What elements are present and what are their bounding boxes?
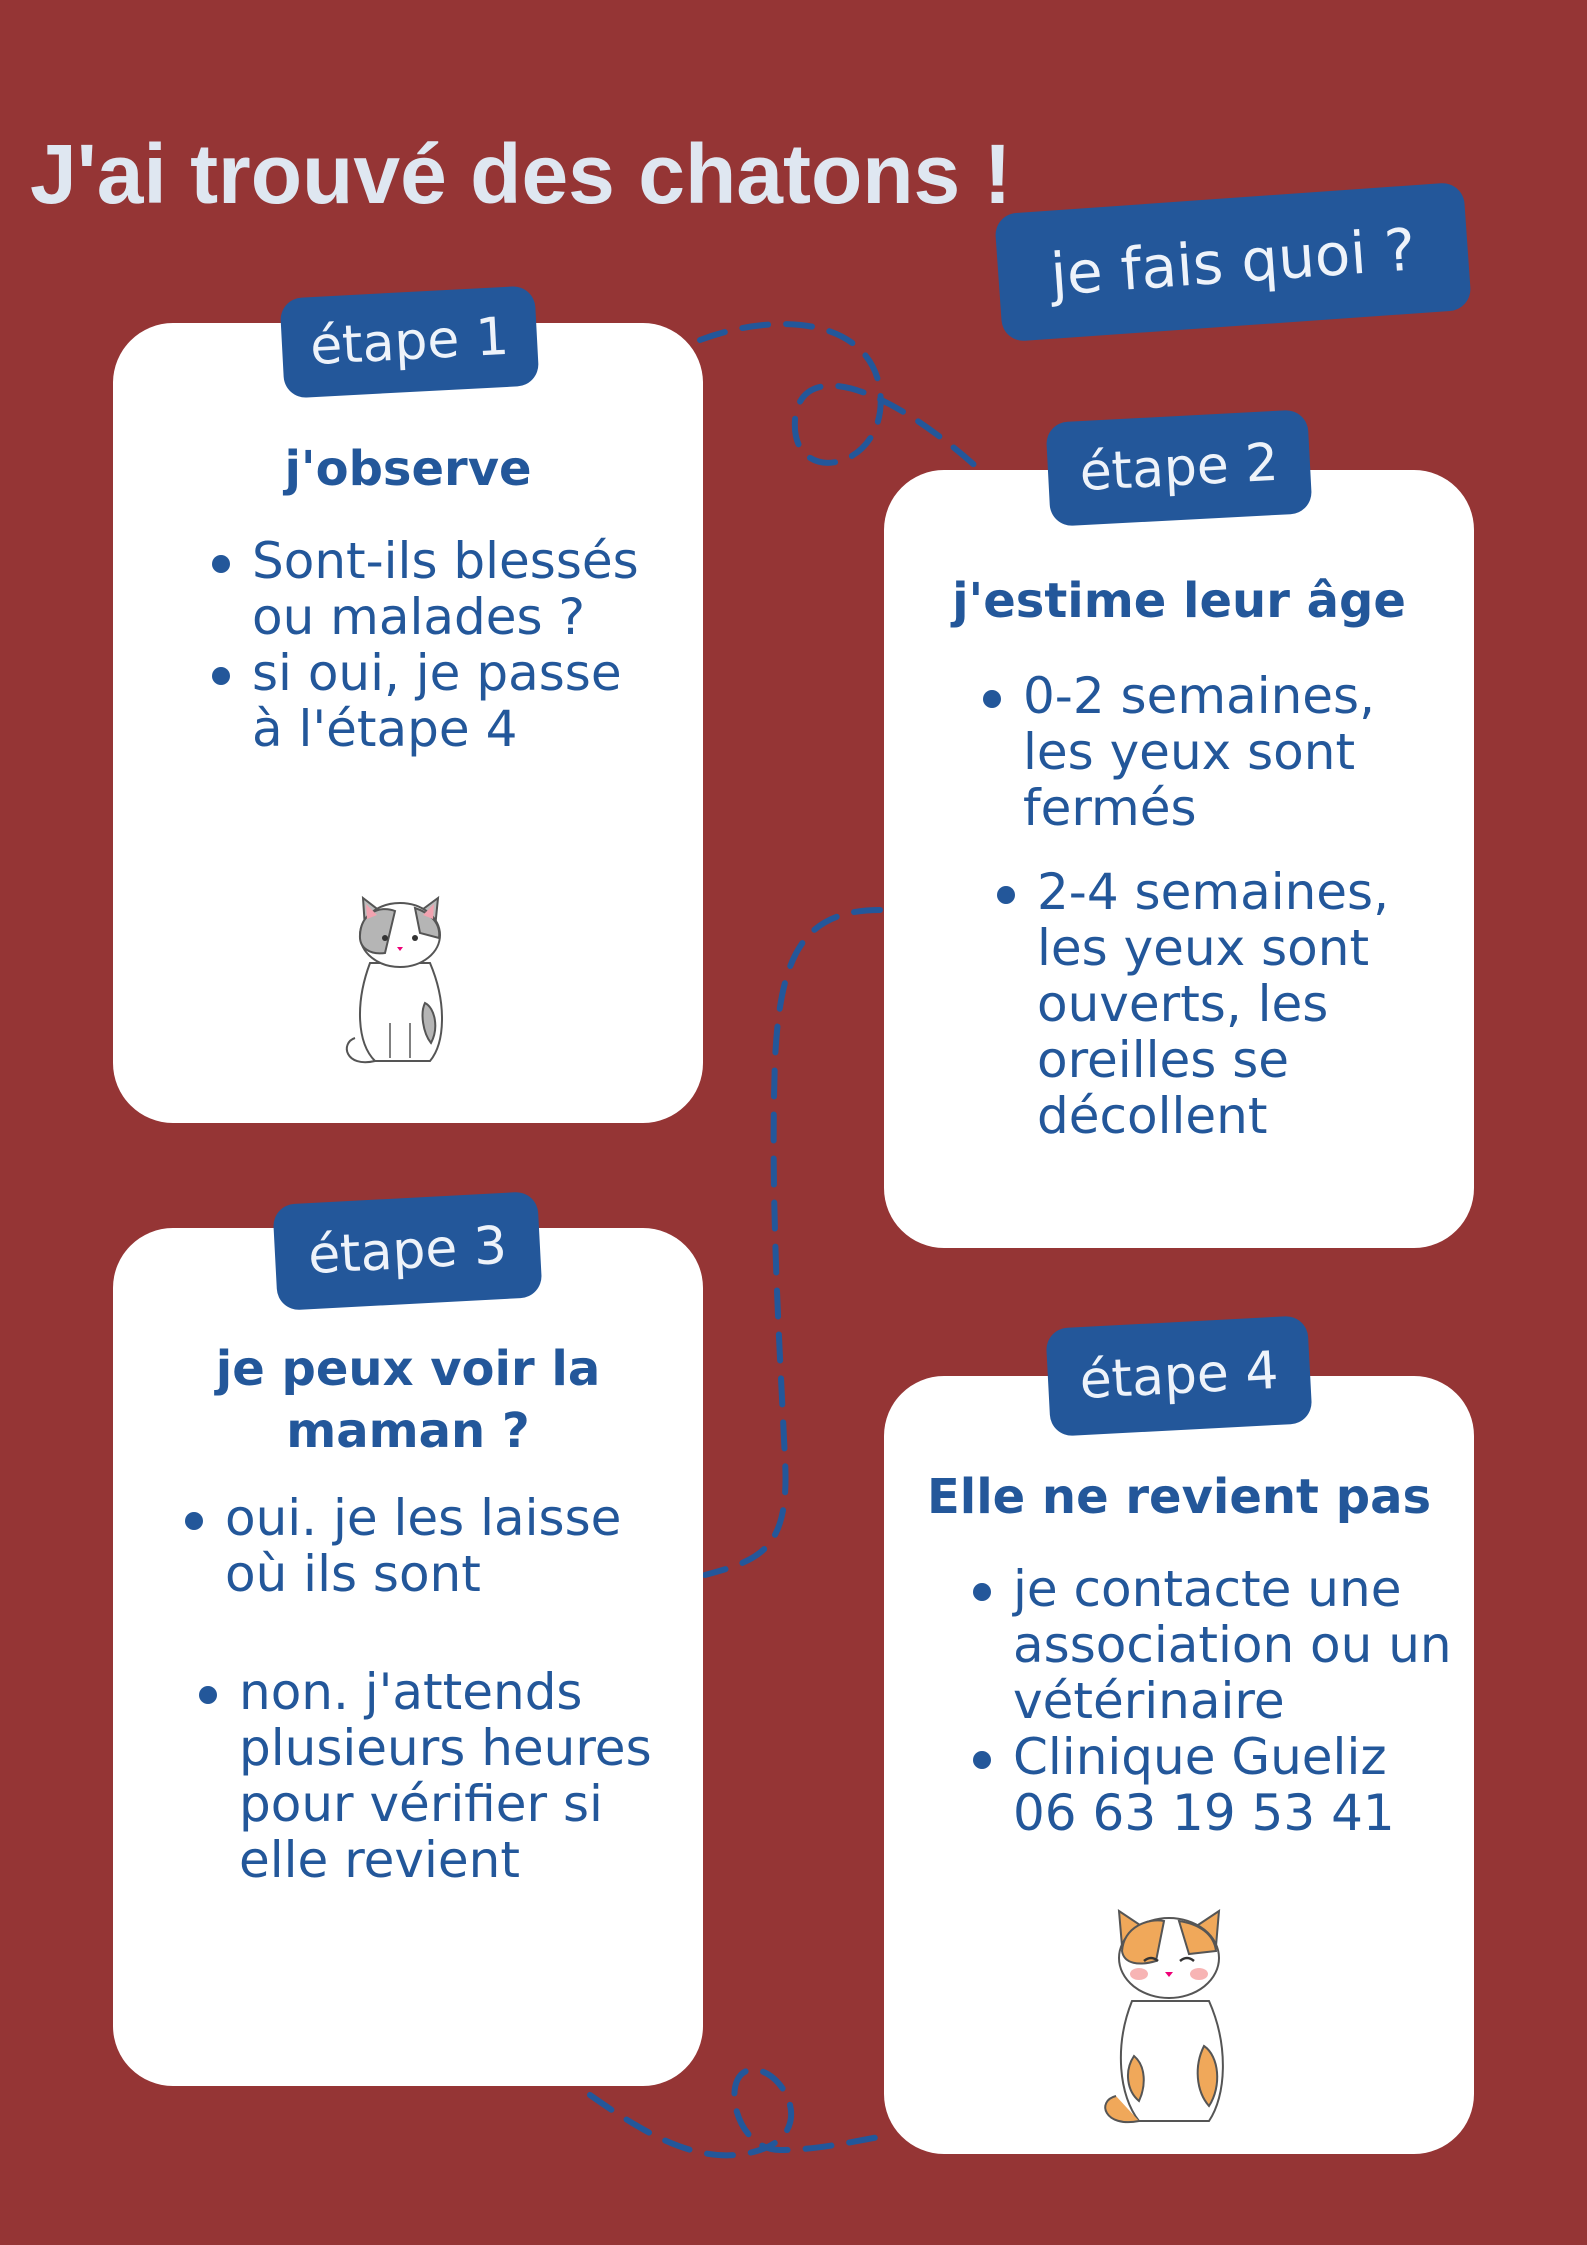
step-4-list — [969, 1561, 1464, 1841]
step-3-list — [181, 1490, 681, 1888]
subtitle-badge: je fais quoi ? — [994, 182, 1472, 342]
step-3-heading: je peux voir la maman ? — [215, 1341, 601, 1459]
page-title: J'ai trouvé des chatons ! — [30, 127, 1012, 222]
step-2-badge: étape 2 — [1045, 409, 1312, 527]
list-item: si oui, je passe à l'étape 4 — [208, 645, 668, 757]
step-4-heading: Elle ne revient pas — [926, 1469, 1432, 1525]
step-4-badge: étape 4 — [1045, 1315, 1312, 1437]
step-1-badge: étape 1 — [280, 285, 540, 398]
step-2-list — [979, 668, 1449, 1144]
grey-cat-icon — [335, 893, 465, 1073]
step-2-card — [884, 470, 1474, 1248]
list-item: Clinique Gueliz 06 63 19 53 41 — [969, 1729, 1464, 1841]
list-item: Sont-ils blessés ou malades ? — [208, 533, 668, 645]
list-item: je contacte une association ou un vétérinaire — [969, 1561, 1464, 1729]
step-3-card — [113, 1228, 703, 2086]
step-1-heading: j'observe — [284, 441, 532, 497]
list-item: 0-2 semaines, les yeux sont fermés — [979, 668, 1449, 836]
step-1-list — [208, 533, 668, 757]
step-4-card — [884, 1376, 1474, 2154]
step-1-card — [113, 323, 703, 1123]
step-2-heading: j'estime leur âge — [952, 573, 1406, 629]
step-3-badge: étape 3 — [272, 1191, 542, 1311]
list-item: oui. je les laisse où ils sont — [181, 1490, 681, 1602]
orange-cat-icon — [1094, 1906, 1244, 2136]
list-item: 2-4 semaines, les yeux sont ouverts, les oreilles se décollent — [993, 864, 1449, 1144]
list-item: non. j'attends plusieurs heures pour vérifier si elle revient — [195, 1664, 681, 1888]
